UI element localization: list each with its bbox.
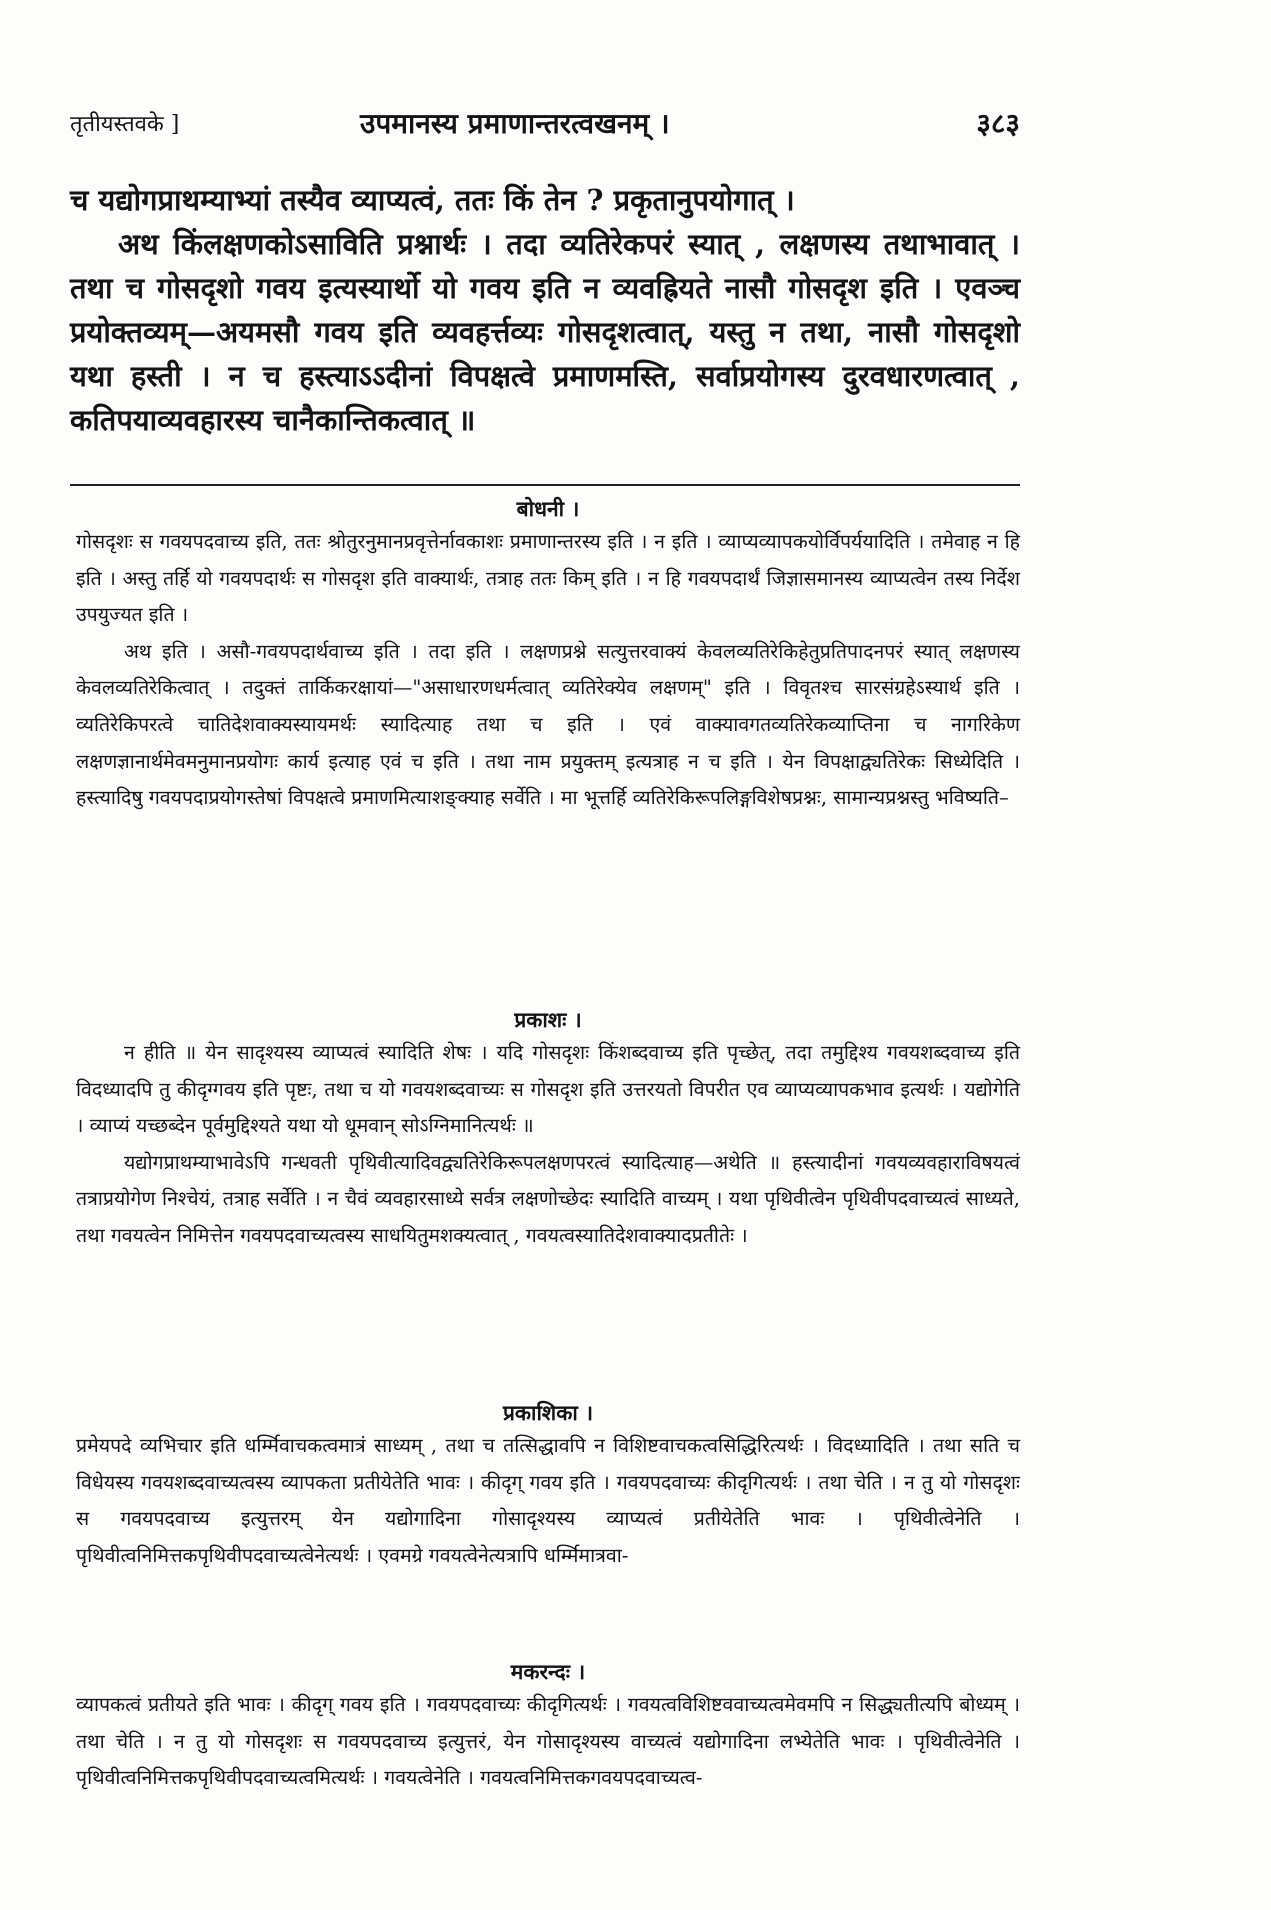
prakasha-paragraph-1: न हीति ॥ येन सादृश्यस्य व्याप्यत्वं स्यादिति शेषः । यदि गोसदृशः किंशब्दवाच्य इति पृच्छेत्, तदा तमुद्दिश्य गवयशब्दवाच्य इति विदध्यादपि तु कीदृग्गवय इति पृष्टः, तथा च यो गवयशब्दवाच्यः स गोसदृश इति उत्तरयतो विपरीत एव व्याप्यव्यापकभाव इत्यर्थः । यद्योगेति । व्याप्यं यच्छब्देन पूर्वमुद्दिश्यते यथा यो धूमवान् सोऽग्निमानित्यर्थः ॥: [76, 1041, 1020, 1138]
page-number: ३८३: [976, 107, 1020, 140]
main-paragraph-2: अथ किंलक्षणकोऽसाविति प्रश्नार्थः । तदा व्यतिरेकपरं स्यात् , लक्षणस्य तथाभावात् । तथा च गोसदृशो गवय इत्यस्यार्थो यो गवय इति न व्यवह्रियते नासौ गोसदृश इति । एवञ्च प्रयोक्तव्यम्—अयमसौ गवय इति व्यवहर्त्तव्यः गोसदृशत्वात्, यस्तु न तथा, नासौ गोसदृशो यथा हस्ती । न च हस्त्याऽऽदीनां विपक्षत्वे प्रमाणमस्ति, सर्वाप्रयोगस्य दुरवधारणत्वात् , कतिपयाव्यवहारस्य चानैकान्तिकत्वात् ॥: [70, 227, 1020, 437]
bodhani-title: बोधनी ।: [516, 496, 580, 521]
page-header: [70, 104, 1020, 144]
prakashika-commentary: [76, 1398, 1020, 1574]
section-divider: [70, 484, 1020, 486]
prakasha-commentary: [76, 1005, 1020, 1255]
prakasha-title: प्रकाशः ।: [514, 1007, 582, 1032]
bodhani-commentary: [76, 494, 1020, 817]
bodhani-paragraph-1: गोसदृशः स गवयपदवाच्य इति, ततः श्रोतुरनुमानप्रवृत्तेर्नावकाशः प्रमाणान्तरस्य इति । न इति । व्याप्यव्यापकयोर्विपर्ययादिति । तमेवाह न हि इति । अस्तु तर्हि यो गवयपदार्थः स गोसदृश इति वाक्यार्थः, तत्राह ततः किम् इति । न हि गवयपदार्थं जिज्ञासमानस्य व्याप्यत्वेन तस्य निर्देश उपयुज्यत इति ।: [76, 530, 1020, 627]
makaranda-paragraph-1: व्यापकत्वं प्रतीयते इति भावः । कीदृग् गवय इति । गवयपदवाच्यः कीदृगित्यर्थः । गवयत्वविशिष्टववाच्यत्वमेवमपि न सिद्ध्यतीत्यपि बोध्यम् । तथा चेति । न तु यो गोसदृशः स गवयपदवाच्य इत्युत्तरं, येन गोसादृश्यस्य वाच्यत्वं यद्योगादिना लभ्येतेति भावः । पृथिवीत्वेनेति । पृथिवीत्वनिमित्तकपृथिवीपदवाच्यत्वमित्यर्थः । गवयत्वेनेति । गवयत्वनिमित्तकगवयपदवाच्यत्व-: [76, 1693, 1020, 1790]
prakashika-title: प्रकाशिका ।: [502, 1400, 594, 1425]
makaranda-title: मकरन्दः ।: [510, 1659, 586, 1684]
main-text: [70, 178, 1020, 442]
prakashika-paragraph-1: प्रमेयपदे व्यभिचार इति धर्म्मिवाचकत्वमात्रं साध्यम् , तथा च तत्सिद्धावपि न विशिष्टवाचकत्वसिद्धिरित्यर्थः । विदध्यादिति । तथा सति च विधेयस्य गवयशब्दवाच्यत्वस्य व्यापकता प्रतीयेतेति भावः । कीदृग् गवय इति । गवयपदवाच्यः कीदृगित्यर्थः । तथा चेति । न तु यो गोसदृशः स गवयपदवाच्य इत्युत्तरम् येन यद्योगादिना गोसादृश्यस्य व्याप्यत्वं प्रतीयेतेति भावः । पृथिवीत्वेनेति । पृथिवीत्वनिमित्तकपृथिवीपदवाच्यत्वेनेत्यर्थः । एवमग्रे गवयत्वेनेत्यत्रापि धर्म्मिमात्रवा-: [76, 1434, 1020, 1567]
main-paragraph-1: च यद्योगप्राथम्याभ्यां तस्यैव व्याप्यत्वं, ततः किं तेन ? प्रकृतानुपयोगात् ।: [70, 183, 795, 217]
makaranda-commentary: [76, 1657, 1020, 1797]
bodhani-paragraph-2: अथ इति । असौ-गवयपदार्थवाच्य इति । तदा इति । लक्षणप्रश्ने सत्युत्तरवाक्यं केवलव्यतिरेकिहेतुप्रतिपादनपरं स्यात् लक्षणस्य केवलव्यतिरेकित्वात् । तदुक्तं तार्किकरक्षायां—"असाधारणधर्मत्वात् व्यतिरेक्येव लक्षणम्" इति । विवृतश्च सारसंग्रहेऽस्यार्थ इति । व्यतिरेकिपरत्वे चातिदेशवाक्यस्यायमर्थः स्यादित्याह तथा च इति । एवं वाक्यावगतव्यतिरेकव्याप्तिना च नागरिकेण लक्षणज्ञानार्थमेवमनुमानप्रयोगः कार्य इत्याह एवं च इति । तथा नाम प्रयुक्तम् इत्यत्राह न च इति । येन विपक्षाद्व्यतिरेकः सिध्येदिति । हस्त्यादिषु गवयपदाप्रयोगस्तेषां विपक्षत्वे प्रमाणमित्याशङ्क्याह सर्वेति । मा भूत्तर्हि व्यतिरेकिरूपलिङ्गविशेषप्रश्नः, सामान्यप्रश्नस्तु भविष्यति–: [76, 639, 1020, 810]
section-marker: तृतीयस्तवके ]: [70, 112, 180, 137]
prakasha-paragraph-2: यद्योगप्राथम्याभावेऽपि गन्धवती पृथिवीत्यादिवद्व्यतिरेकिरूपलक्षणपरत्वं स्यादित्याह—अथेति ॥ हस्त्यादीनां गवयव्यवहाराविषयत्वं तत्राप्रयोगेण निश्चेयं, तत्राह सर्वेति । न चैवं व्यवहारसाध्ये सर्वत्र लक्षणोच्छेदः स्यादिति वाच्यम् । यथा पृथिवीत्वेन पृथिवीपदवाच्यत्वं साध्यते, तथा गवयत्वेन निमित्तेन गवयपदवाच्यत्वस्य साधयितुमशक्यत्वात् , गवयत्वस्यातिदेशवाक्यादप्रतीतेः ।: [76, 1150, 1020, 1247]
running-title: उपमानस्य प्रमाणान्तरत्वखनम् ।: [360, 107, 670, 140]
